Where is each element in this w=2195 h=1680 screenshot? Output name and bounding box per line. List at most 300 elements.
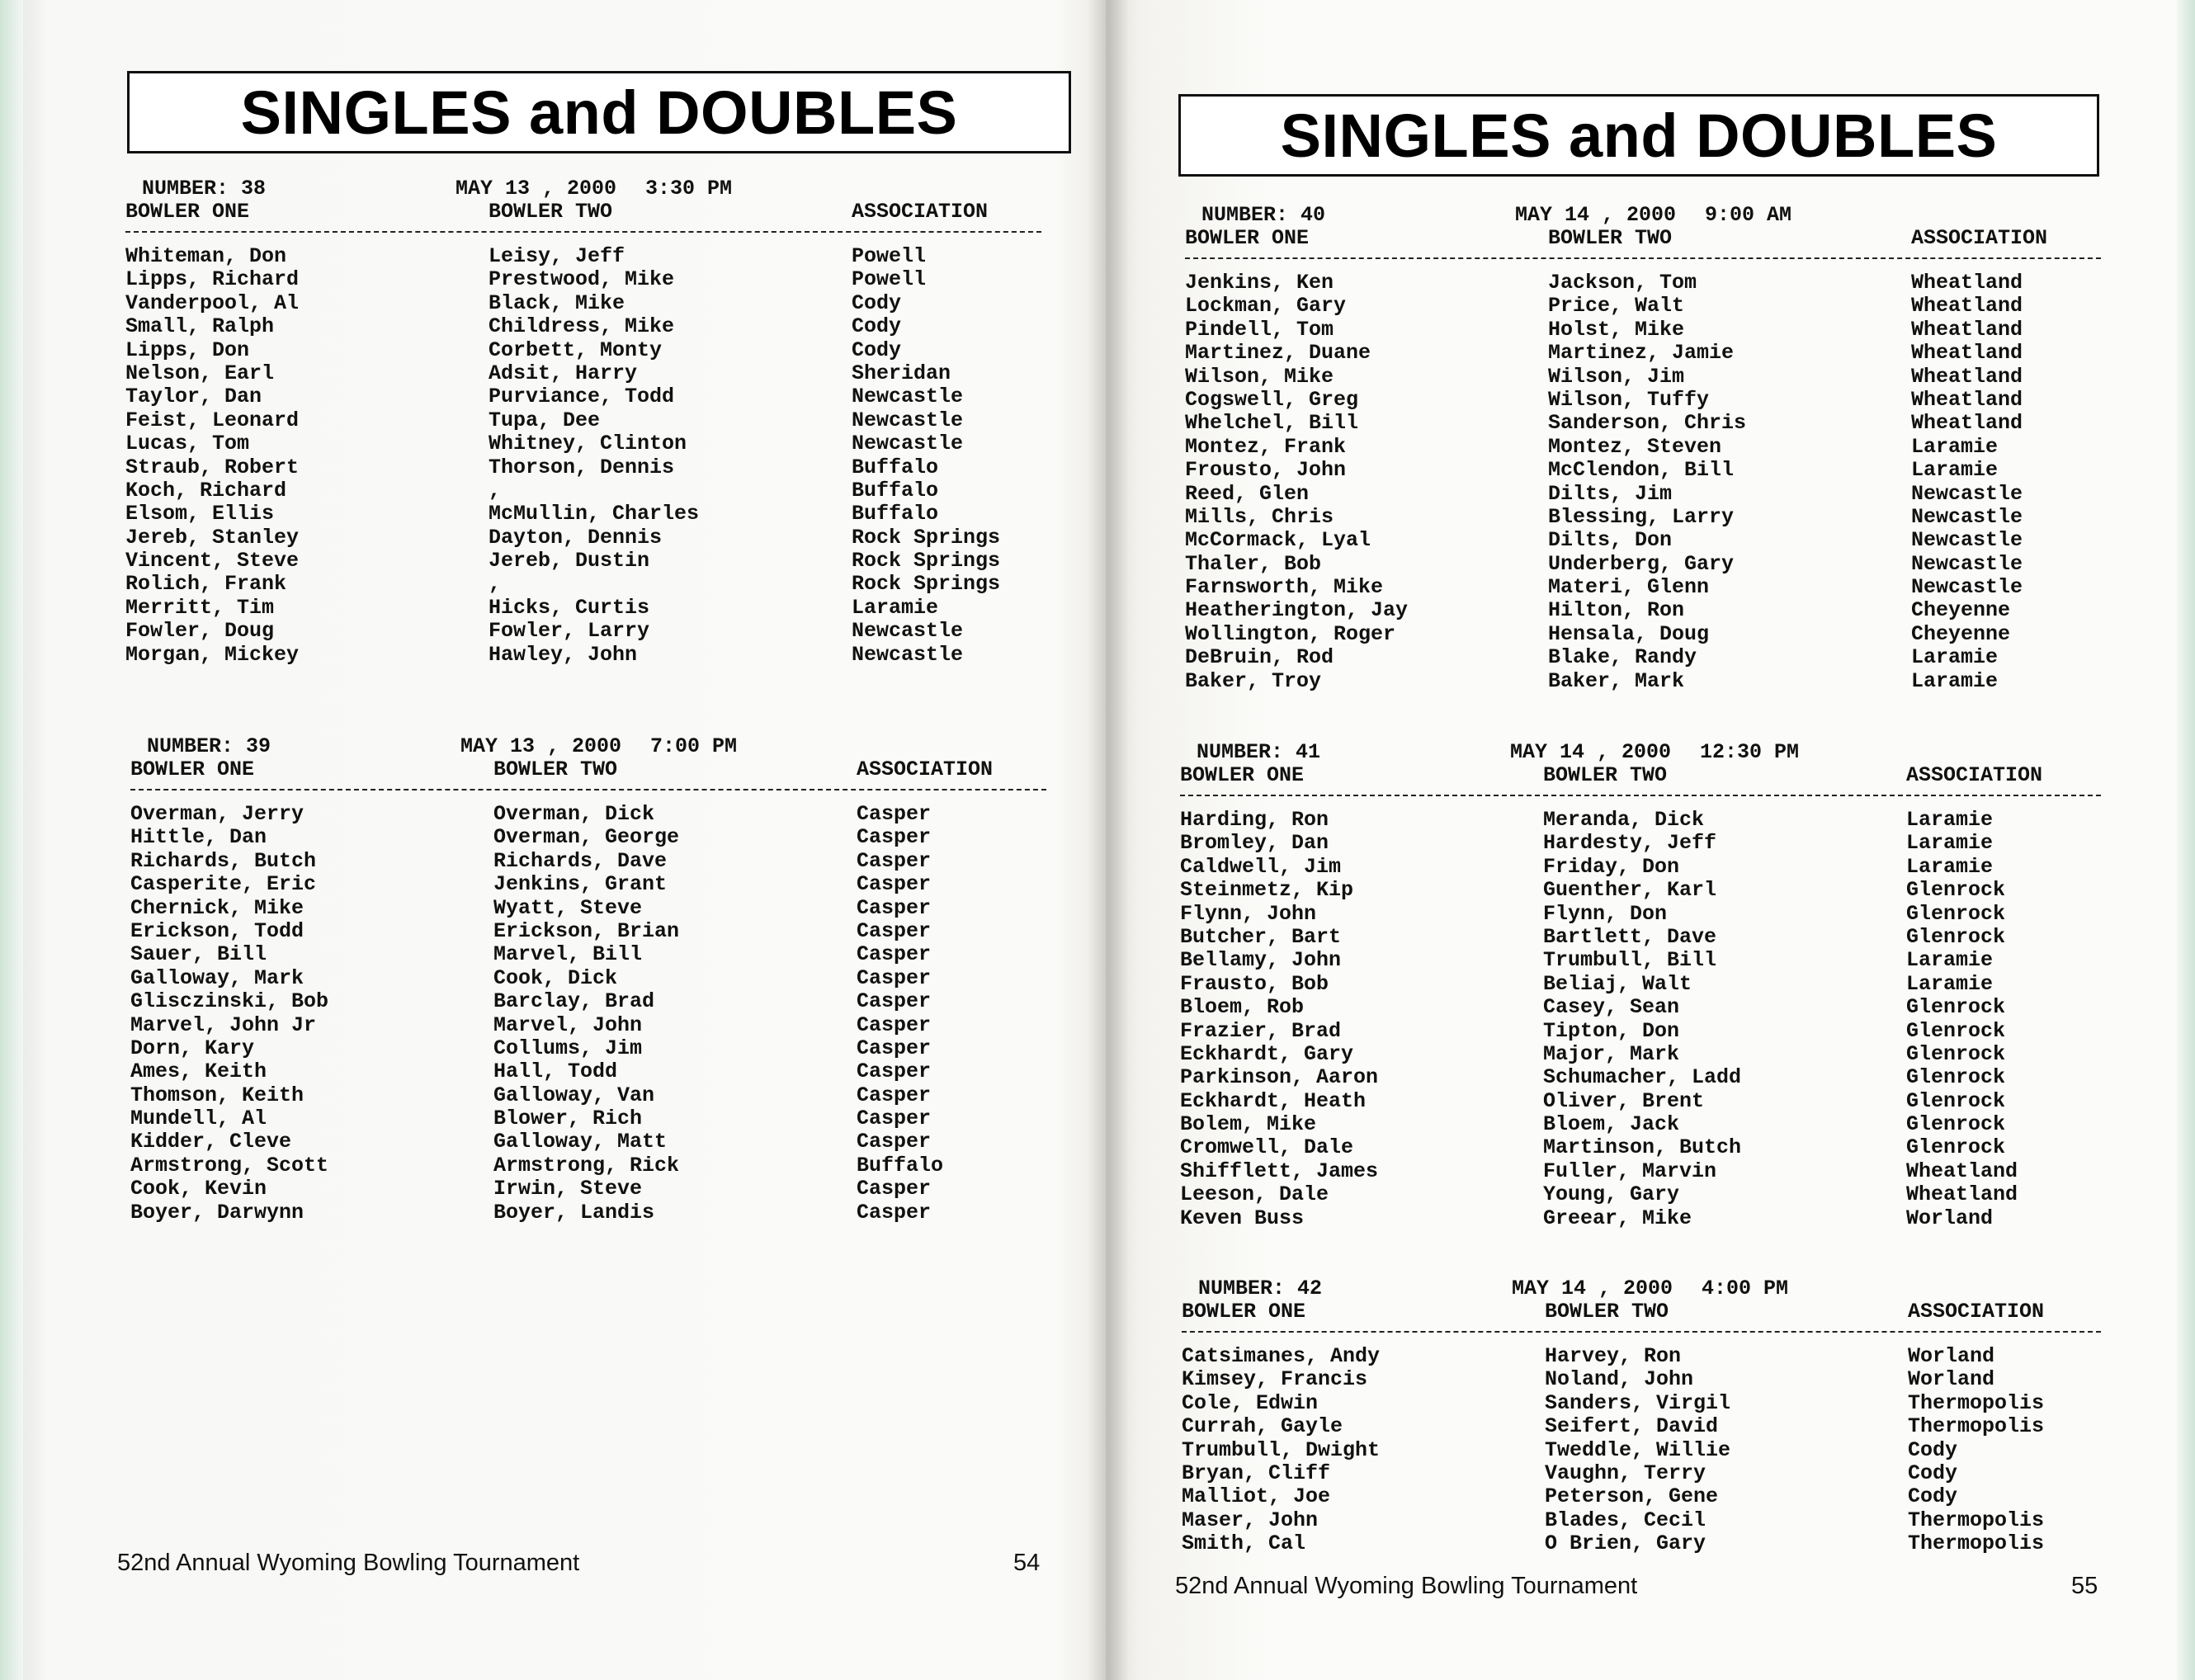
bowler-two-name: Thorson, Dennis [489,455,675,479]
pairing-row [1185,528,2101,551]
bowler-one-name: Lucas, Tom [125,432,250,456]
bowler-two-name: Leisy, Jeff [489,244,625,268]
bowler-two-name: Fowler, Larry [489,619,650,644]
bowler-one-name: Galloway, Mark [130,965,304,990]
bowler-two-name: Whitney, Clinton [489,432,687,456]
bowler-two-name: Galloway, Van [493,1083,655,1107]
bowler-one-name: Chernick, Mike [130,895,304,920]
bowler-one-name: Kimsey, Francis [1182,1367,1368,1392]
pairing-row [1185,505,2101,528]
bowler-one-name: Dorn, Kary [130,1036,255,1060]
bowler-one-name: Steinmetz, Kip [1180,878,1354,903]
bowler-one-name: Mundell, Al [130,1107,267,1131]
page-edge-right [2177,0,2195,1680]
pairing-row [1185,575,2101,598]
bowler-two-name: McMullin, Charles [489,502,700,526]
association-name: Newcastle [1911,551,2023,576]
section-meta [125,177,1041,223]
page-footer: 52nd Annual Wyoming Bowling Tournament [117,1550,580,1576]
pairing-row [130,1013,1046,1036]
bowler-one-name: Cole, Edwin [1182,1390,1319,1415]
bowler-two-name: Vaughn, Terry [1545,1461,1706,1485]
bowler-one-name: Eckhardt, Heath [1180,1088,1367,1113]
association-name: Wheatland [1911,341,2023,366]
section-number: NUMBER: 42 [1198,1277,1323,1300]
pairing-row [125,502,1041,525]
dashed-divider [130,789,1046,790]
pairing-row [125,596,1041,619]
page-footer: 52nd Annual Wyoming Bowling Tournament [1175,1573,1638,1599]
column-header-association: ASSOCIATION [1908,1300,2045,1324]
bowler-one-name: Frausto, Bob [1180,971,1329,996]
column-header-bowler-two: BOWLER TWO [1543,763,1668,787]
pairings-list [1185,271,2101,692]
bowler-two-name: Boyer, Landis [493,1200,655,1225]
bowler-two-name: Noland, John [1545,1367,1694,1392]
association-name: Buffalo [852,478,939,503]
bowler-one-name: DeBruin, Rod [1185,645,1334,670]
association-name: Thermopolis [1908,1390,2045,1415]
association-name: Newcastle [1911,575,2023,600]
association-name: Glenrock [1906,1018,2006,1043]
bowler-one-name: Hittle, Dan [130,825,267,850]
book-gutter [1088,0,1129,1680]
pairing-row [1180,1042,2101,1065]
column-header-association: ASSOCIATION [1911,226,2048,250]
section-number-39 [130,734,1046,1225]
right-page [1106,0,2177,1680]
pairing-row [130,1036,1046,1059]
section-meta [130,734,1046,781]
pairing-row [1182,1461,2101,1484]
association-name: Cheyenne [1911,598,2011,623]
section-date: MAY 13 , 2000 [456,177,617,201]
pairing-row [1180,995,2101,1018]
association-name: Glenrock [1906,1135,2006,1160]
pairing-row [1180,878,2101,901]
association-name: Casper [857,1083,932,1107]
pairing-row [1185,622,2101,645]
bowler-one-name: Bromley, Dan [1180,831,1329,856]
page-number: 55 [2071,1573,2098,1599]
pairings-list [125,244,1041,666]
bowler-two-name: Armstrong, Rick [493,1153,680,1177]
pairing-row [130,989,1046,1012]
bowler-one-name: Lipps, Don [125,337,250,362]
association-name: Cody [1908,1484,1958,1509]
bowler-two-name: Bartlett, Dave [1543,924,1717,949]
association-name: Newcastle [1911,481,2023,506]
association-name: Laramie [1906,971,1994,996]
association-name: Wheatland [1911,387,2023,412]
bowler-one-name: Whiteman, Don [125,244,287,268]
bowler-one-name: Armstrong, Scott [130,1153,329,1177]
pairing-row [1182,1391,2101,1414]
bowler-one-name: Harding, Ron [1180,808,1329,832]
bowler-one-name: Bolem, Mike [1180,1112,1317,1137]
association-name: Wheatland [1911,317,2023,342]
bowler-one-name: Leeson, Dale [1180,1182,1329,1207]
association-name: Wheatland [1911,294,2023,319]
bowler-two-name: Holst, Mike [1548,317,1685,342]
bowler-one-name: Cook, Kevin [130,1177,267,1201]
bowler-one-name: Eckhardt, Gary [1180,1041,1354,1066]
bowler-two-name: Seifert, David [1545,1414,1719,1439]
bowler-two-name: Wilson, Tuffy [1548,387,1710,412]
association-name: Laramie [1911,434,1999,459]
pairing-row [1185,458,2101,481]
pairing-row [130,896,1046,919]
association-name: Laramie [1911,645,1999,670]
bowler-one-name: Trumbull, Dwight [1182,1437,1381,1462]
bowler-one-name: Ames, Keith [130,1059,267,1084]
association-name: Glenrock [1906,1041,2006,1066]
bowler-one-name: Rolich, Frank [125,572,287,597]
bowler-two-name: Baker, Mark [1548,668,1685,693]
bowler-one-name: Keven Buss [1180,1206,1305,1230]
column-header-bowler-one: BOWLER ONE [1185,226,1310,250]
bowler-one-name: Cromwell, Dale [1180,1135,1354,1160]
association-name: Laramie [852,595,939,620]
bowler-two-name: Overman, George [493,825,680,850]
bowler-two-name: O Brien, Gary [1545,1531,1706,1556]
association-name: Newcastle [852,408,964,432]
association-name: Glenrock [1906,878,2006,903]
bowler-two-name: Beliaj, Walt [1543,971,1692,996]
section-date: MAY 14 , 2000 [1515,203,1677,227]
bowler-two-name: Casey, Sean [1543,995,1680,1020]
pairing-row [1185,341,2101,364]
bowler-two-name: Hicks, Curtis [489,595,650,620]
bowler-one-name: Jereb, Stanley [125,525,300,550]
pairing-row [125,643,1041,666]
association-name: Cody [852,314,902,339]
association-name: Cody [852,290,902,315]
bowler-two-name: Cook, Dick [493,965,618,990]
pairing-row [130,872,1046,895]
column-header-bowler-one: BOWLER ONE [1182,1300,1306,1324]
bowler-one-name: Marvel, John Jr [130,1012,317,1037]
bowler-two-name: Wyatt, Steve [493,895,643,920]
bowler-one-name: Mills, Chris [1185,504,1334,529]
bowler-two-name: Major, Mark [1543,1041,1680,1066]
bowler-one-name: Heatherington, Jay [1185,598,1409,623]
bowler-two-name: Jenkins, Grant [493,872,668,897]
association-name: Newcastle [1911,528,2023,553]
column-header-bowler-one: BOWLER ONE [130,757,255,781]
column-header-bowler-two: BOWLER TWO [1548,226,1673,250]
bowler-two-name: Jackson, Tom [1548,271,1697,295]
pairing-row [130,1201,1046,1224]
association-name: Casper [857,1200,932,1225]
association-name: Laramie [1906,948,1994,973]
bowler-one-name: Martinez, Duane [1185,341,1371,366]
section-date: MAY 14 , 2000 [1510,740,1672,764]
association-name: Cheyenne [1911,621,2011,646]
bowler-two-name: Sanderson, Chris [1548,411,1747,436]
section-number-41 [1180,740,2101,1230]
pairing-row [1180,948,2101,971]
association-name: Wheatland [1911,411,2023,436]
pairings-list [1180,808,2101,1229]
bowler-one-name: Bloem, Rob [1180,995,1305,1020]
association-name: Laramie [1906,854,1994,879]
pairing-row [1185,598,2101,621]
bowler-one-name: Morgan, Mickey [125,642,300,667]
association-name: Sheridan [852,361,951,385]
column-header-association: ASSOCIATION [1906,763,2043,787]
bowler-one-name: Frazier, Brad [1180,1018,1342,1043]
bowler-two-name: Black, Mike [489,290,625,315]
bowler-one-name: Jenkins, Ken [1185,271,1334,295]
association-name: Glenrock [1906,995,2006,1020]
bowler-two-name: Galloway, Matt [493,1130,668,1154]
bowler-two-name: Hensala, Doug [1548,621,1710,646]
section-time: 4:00 PM [1702,1277,1789,1300]
pairing-row [125,291,1041,314]
pairing-row [1185,271,2101,294]
bowler-two-name: Childress, Mike [489,314,675,339]
bowler-one-name: Nelson, Earl [125,361,275,385]
page-header [127,71,1071,153]
bowler-two-name: Barclay, Brad [493,989,655,1014]
association-name: Worland [1908,1367,1995,1392]
page-header [1178,94,2099,177]
pairing-row [130,942,1046,965]
association-name: Powell [852,244,927,268]
association-name: Casper [857,942,932,967]
bowler-two-name: Sanders, Virgil [1545,1390,1731,1415]
bowler-two-name: Hall, Todd [493,1059,618,1084]
bowler-one-name: Butcher, Bart [1180,924,1342,949]
page-edge-left [0,0,23,1680]
bowler-one-name: Boyer, Darwynn [130,1200,304,1225]
column-header-bowler-one: BOWLER ONE [1180,763,1305,787]
bowler-two-name: Tipton, Don [1543,1018,1680,1043]
pairing-row [1185,388,2101,411]
bowler-two-name: Marvel, Bill [493,942,643,967]
association-name: Casper [857,848,932,873]
section-meta [1185,203,2101,249]
pairing-row [1180,831,2101,854]
bowler-two-name: , [489,478,502,503]
bowler-one-name: Caldwell, Jim [1180,854,1342,879]
association-name: Casper [857,1130,932,1154]
bowler-one-name: Thomson, Keith [130,1083,304,1107]
pairing-row [125,479,1041,502]
pairing-row [1180,1135,2101,1159]
pairing-row [125,526,1041,549]
section-number-40 [1185,203,2101,693]
association-name: Thermopolis [1908,1531,2045,1556]
bowler-one-name: Flynn, John [1180,901,1317,926]
pairing-row [130,919,1046,942]
pairing-row [125,455,1041,479]
bowler-one-name: Maser, John [1182,1508,1319,1532]
bowler-two-name: Underberg, Gary [1548,551,1735,576]
pairing-row [1180,1159,2101,1182]
bowler-two-name: Adsit, Harry [489,361,638,385]
bowler-two-name: Trumbull, Bill [1543,948,1717,973]
bowler-two-name: Dilts, Don [1548,528,1673,553]
column-header-association: ASSOCIATION [857,757,994,781]
pairing-row [1182,1508,2101,1531]
page-number: 54 [1013,1550,1041,1576]
bowler-one-name: Cogswell, Greg [1185,387,1359,412]
pairing-row [130,802,1046,825]
bowler-one-name: Lipps, Richard [125,267,300,292]
pairing-row [1182,1438,2101,1461]
bowler-one-name: Kidder, Cleve [130,1130,292,1154]
pairing-row [1185,669,2101,692]
pairing-row [1185,645,2101,668]
section-number: NUMBER: 41 [1197,740,1321,764]
bowler-two-name: Blades, Cecil [1545,1508,1706,1532]
pairing-row [130,1107,1046,1130]
bowler-one-name: Lockman, Gary [1185,294,1347,319]
bowler-one-name: Smith, Cal [1182,1531,1306,1556]
bowler-two-name: Harvey, Ron [1545,1344,1682,1368]
bowler-one-name: Overman, Jerry [130,802,304,826]
association-name: Newcastle [852,642,964,667]
association-name: Wheatland [1906,1159,2018,1183]
bowler-one-name: McCormack, Lyal [1185,528,1371,553]
association-name: Wheatland [1906,1182,2018,1207]
bowler-two-name: Martinez, Jamie [1548,341,1735,366]
section-number: NUMBER: 38 [142,177,267,201]
bowler-one-name: Small, Ralph [125,314,275,339]
pairing-row [125,361,1041,385]
pairing-row [125,244,1041,267]
bowler-one-name: Malliot, Joe [1182,1484,1331,1509]
pairing-row [130,1083,1046,1107]
association-name: Glenrock [1906,1088,2006,1113]
association-name: Casper [857,1059,932,1084]
bowler-two-name: Greear, Mike [1543,1206,1692,1230]
bowler-two-name: Hawley, John [489,642,638,667]
bowler-one-name: Richards, Butch [130,848,317,873]
association-name: Newcastle [852,385,964,409]
pairing-row [1180,925,2101,948]
bowler-two-name: Prestwood, Mike [489,267,675,292]
header-title: SINGLES and DOUBLES [1280,101,1998,170]
association-name: Worland [1908,1344,1995,1368]
bowler-two-name: Marvel, John [493,1012,643,1037]
bowler-one-name: Erickson, Todd [130,918,304,943]
section-number: NUMBER: 40 [1201,203,1326,227]
pairings-list [1182,1344,2101,1555]
pairing-row [1182,1484,2101,1508]
dashed-divider [1182,1331,2101,1333]
column-header-bowler-two: BOWLER TWO [489,200,613,224]
bowler-two-name: Dilts, Jim [1548,481,1673,506]
bowler-two-name: Tweddle, Willie [1545,1437,1731,1462]
bowler-two-name: Friday, Don [1543,854,1680,879]
bowler-one-name: Vanderpool, Al [125,290,300,315]
association-name: Powell [852,267,927,292]
association-name: Casper [857,1107,932,1131]
bowler-two-name: McClendon, Bill [1548,458,1735,483]
header-title: SINGLES and DOUBLES [240,78,958,147]
association-name: Wheatland [1911,271,2023,295]
pairing-row [1185,318,2101,341]
bowler-two-name: Richards, Dave [493,848,668,873]
bowler-one-name: Catsimanes, Andy [1182,1344,1381,1368]
bowler-one-name: Glisczinski, Bob [130,989,329,1014]
bowler-two-name: Wilson, Jim [1548,364,1685,389]
association-name: Casper [857,965,932,990]
section-time: 7:00 PM [650,734,738,758]
bowler-two-name: Overman, Dick [493,802,655,826]
association-name: Cody [1908,1437,1958,1462]
section-meta [1180,740,2101,786]
pairing-row [1185,552,2101,575]
pairing-row [130,849,1046,872]
bowler-one-name: Fowler, Doug [125,619,275,644]
pairing-row [1180,1019,2101,1042]
column-header-association: ASSOCIATION [852,200,989,224]
bowler-one-name: Sauer, Bill [130,942,267,967]
bowler-one-name: Farnsworth, Mike [1185,575,1384,600]
association-name: Laramie [1911,668,1999,693]
dashed-divider [1180,795,2101,796]
section-number-38 [125,177,1041,667]
bowler-two-name: Schumacher, Ladd [1543,1065,1742,1090]
bowler-one-name: Thaler, Bob [1185,551,1322,576]
pairing-row [125,267,1041,290]
pairing-row [1180,1112,2101,1135]
pairing-row [1182,1414,2101,1437]
pairing-row [130,1130,1046,1153]
bowler-two-name: Hardesty, Jeff [1543,831,1717,856]
association-name: Worland [1906,1206,1994,1230]
bowler-two-name: Peterson, Gene [1545,1484,1719,1509]
bowler-two-name: Erickson, Brian [493,918,680,943]
pairing-row [125,572,1041,595]
left-page [23,0,1106,1680]
pairing-row [1180,1065,2101,1088]
pairing-row [1185,365,2101,388]
bowler-one-name: Reed, Glen [1185,481,1310,506]
bowler-two-name: Blake, Randy [1548,645,1697,670]
association-name: Casper [857,989,932,1014]
pairing-row [1182,1367,2101,1390]
pairing-row [130,1059,1046,1083]
association-name: Rock Springs [852,549,1001,573]
section-time: 3:30 PM [645,177,733,201]
section-meta [1182,1277,2101,1323]
association-name: Rock Springs [852,572,1001,597]
association-name: Casper [857,1036,932,1060]
pairing-row [125,432,1041,455]
bowler-one-name: Straub, Robert [125,455,300,479]
bowler-two-name: Tupa, Dee [489,408,601,432]
association-name: Rock Springs [852,525,1001,550]
bowler-two-name: Fuller, Marvin [1543,1159,1717,1183]
bowler-two-name: Blessing, Larry [1548,504,1735,529]
bowler-one-name: Wilson, Mike [1185,364,1334,389]
bowler-one-name: Vincent, Steve [125,549,300,573]
column-header-bowler-one: BOWLER ONE [125,200,250,224]
bowler-two-name: Corbett, Monty [489,337,663,362]
bowler-two-name: Hilton, Ron [1548,598,1685,623]
association-name: Thermopolis [1908,1414,2045,1439]
bowler-two-name: Young, Gary [1543,1182,1680,1207]
association-name: Glenrock [1906,1065,2006,1090]
dashed-divider [1185,257,2101,259]
association-name: Casper [857,872,932,897]
association-name: Newcastle [852,619,964,644]
